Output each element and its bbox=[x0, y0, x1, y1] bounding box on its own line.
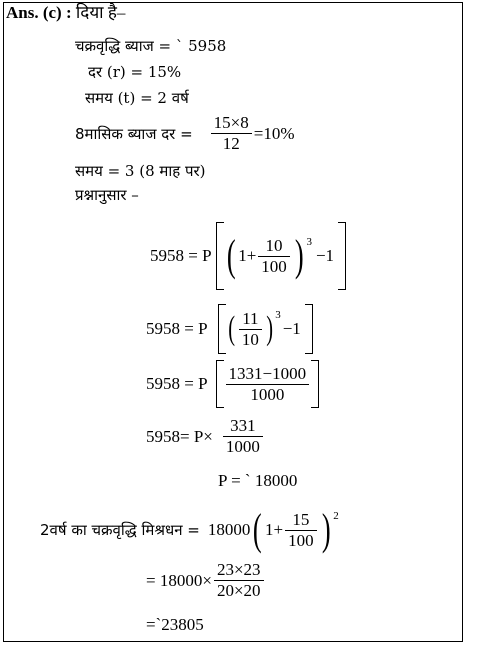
right-paren: ) bbox=[266, 310, 273, 347]
fraction-denominator: 100 bbox=[288, 530, 314, 550]
step-3 bbox=[146, 360, 319, 408]
step-4 bbox=[146, 416, 265, 457]
answer-intro: दिया है– bbox=[75, 3, 126, 22]
step-1 bbox=[150, 222, 346, 290]
step-2-lhs: 5958 = P bbox=[146, 319, 208, 338]
fraction-numerator: 331 bbox=[223, 416, 263, 437]
monthly-rate-result: =10% bbox=[253, 123, 295, 143]
fraction-denominator: 20×20 bbox=[216, 581, 261, 600]
left-paren: ( bbox=[226, 231, 236, 280]
step-1-exponent: 3 bbox=[306, 236, 312, 248]
amount-fraction bbox=[285, 510, 317, 551]
step-1-minus: −1 bbox=[315, 246, 335, 265]
fraction-numerator: 23×23 bbox=[214, 560, 264, 581]
right-paren: ) bbox=[321, 505, 331, 554]
step-2-exponent: 3 bbox=[275, 309, 281, 321]
left-paren: ( bbox=[253, 505, 263, 554]
step-2-fraction bbox=[239, 309, 262, 350]
fraction-numerator: 10 bbox=[258, 236, 290, 257]
fraction-denominator: 12 bbox=[222, 134, 240, 153]
monthly-rate-fraction bbox=[211, 113, 252, 154]
fraction-denominator: 1000 bbox=[225, 437, 260, 456]
given-rate: दर (r) = 15% bbox=[88, 63, 182, 81]
step-1-lhs: 5958 = P bbox=[150, 246, 212, 265]
left-paren: ( bbox=[227, 310, 235, 347]
per-question: प्रश्नानुसार – bbox=[75, 186, 139, 204]
fraction-denominator: 1000 bbox=[250, 384, 285, 404]
left-bracket bbox=[216, 222, 224, 290]
fraction-denominator: 10 bbox=[241, 329, 259, 349]
right-paren: ) bbox=[294, 231, 304, 280]
given-ci: चक्रवृद्धि ब्याज = ` 5958 bbox=[75, 37, 227, 55]
monthly-rate-label: 8मासिक ब्याज दर = bbox=[75, 124, 193, 143]
fraction-numerator: 11 bbox=[239, 309, 262, 330]
step-3-lhs: 5958 = P bbox=[146, 374, 208, 393]
amount-value: 18000 bbox=[207, 520, 251, 539]
amount-label: 2वर्ष का चक्रवृद्धि मिश्रधन = bbox=[40, 521, 200, 539]
amount-row bbox=[40, 505, 339, 554]
fraction-numerator: 1331−1000 bbox=[226, 364, 310, 385]
answer-heading bbox=[6, 4, 125, 22]
left-bracket bbox=[216, 360, 224, 408]
monthly-rate-row bbox=[75, 113, 295, 154]
fraction-denominator: 100 bbox=[261, 256, 287, 276]
answer-prefix: Ans. (c) : bbox=[6, 3, 72, 22]
fraction-numerator: 15 bbox=[285, 510, 317, 531]
given-time3: समय = 3 (8 माह पर) bbox=[75, 162, 206, 180]
step-5-principal: P = ` 18000 bbox=[218, 471, 298, 490]
amount-line-2 bbox=[146, 560, 266, 601]
amount-exponent: 2 bbox=[333, 510, 339, 522]
right-bracket bbox=[338, 222, 346, 290]
amount-line-2-fraction bbox=[214, 560, 264, 601]
given-time: समय (t) = 2 वर्ष bbox=[85, 89, 189, 107]
step-1-one: 1+ bbox=[238, 246, 257, 265]
amount-one: 1+ bbox=[265, 520, 284, 539]
step-4-lhs: 5958= P× bbox=[146, 426, 213, 446]
step-1-fraction bbox=[258, 236, 290, 277]
right-bracket bbox=[311, 360, 319, 408]
step-3-fraction bbox=[226, 364, 310, 405]
right-bracket bbox=[305, 304, 313, 354]
step-2 bbox=[146, 304, 313, 354]
fraction-numerator: 15×8 bbox=[211, 113, 252, 134]
step-4-fraction bbox=[223, 416, 263, 457]
final-amount: =`23805 bbox=[146, 615, 204, 634]
amount-line-2-lhs: = 18000× bbox=[146, 570, 212, 590]
step-2-minus: −1 bbox=[282, 319, 301, 338]
left-bracket bbox=[218, 304, 226, 354]
